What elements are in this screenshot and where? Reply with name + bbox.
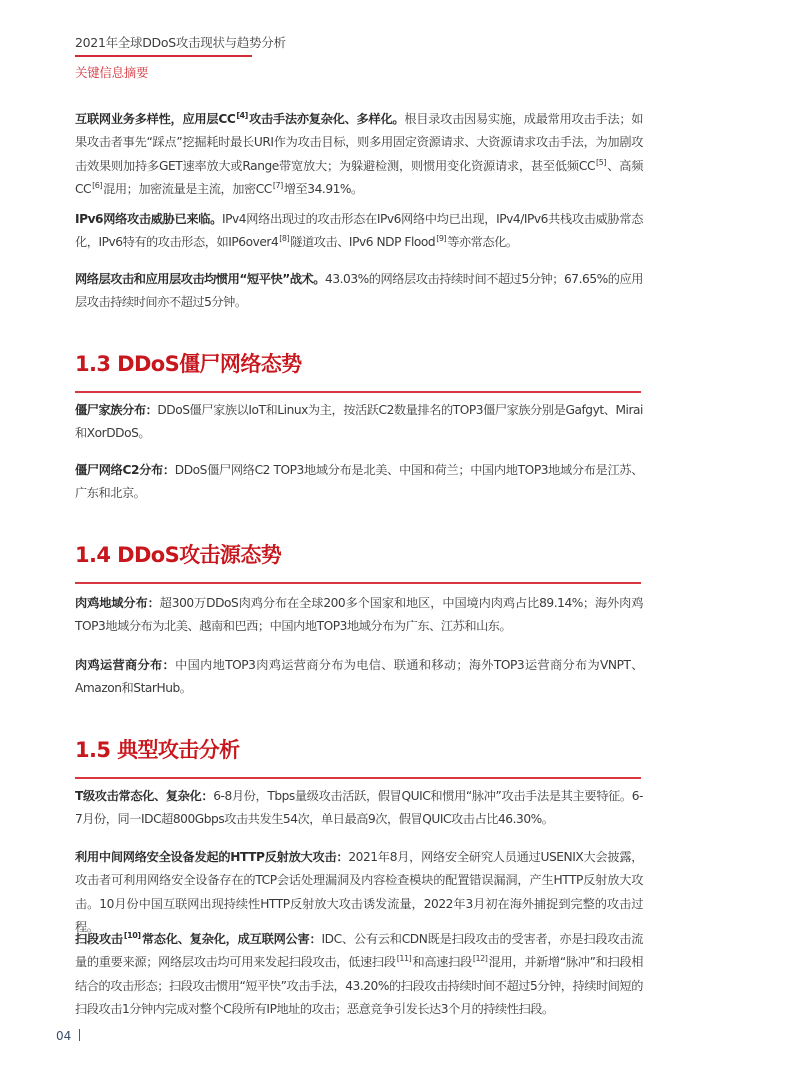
section-title: 1.3 DDoS僵尸网络态势 bbox=[75, 352, 302, 376]
page-footer bbox=[56, 1029, 80, 1043]
paragraph-lead: 肉鸡地域分布： bbox=[75, 596, 160, 610]
paragraph-botnet-families: 僵尸家族分布：DDoS僵尸家族以IoT和Linux为主，按活跃C2数量排名的TOP3僵尸家族分别是Gafgyt、Mirai和XorDDoS。 bbox=[75, 403, 643, 441]
citation-ref: [7] bbox=[272, 180, 283, 190]
section-title: 1.5 典型攻击分析 bbox=[75, 738, 240, 762]
document-title: 2021年全球DDoS攻击现状与趋势分析 bbox=[75, 35, 286, 50]
paragraph-lead: 扫段攻击[10]常态化、复杂化，成互联网公害： bbox=[75, 930, 322, 946]
chapter-subtitle: 关键信息摘要 bbox=[75, 65, 149, 80]
paragraph-bot-geography: 肉鸡地域分布：超300万DDoS肉鸡分布在全球200多个国家和地区，中国境内肉鸡占比89.14%；海外肉鸡TOP3地域分布为北美、越南和巴西；中国内地TOP3地域分布为广东、江苏和山东。 bbox=[75, 596, 643, 634]
section-heading-1-4 bbox=[75, 541, 641, 584]
citation-ref: [11] bbox=[396, 954, 412, 964]
citation-ref: [4] bbox=[236, 110, 248, 120]
page-number: 04 bbox=[56, 1029, 72, 1043]
citation-ref: [6] bbox=[92, 180, 103, 190]
paragraph-bot-carriers: 肉鸡运营商分布：中国内地TOP3肉鸡运营商分布为电信、联通和移动；海外TOP3运营商分布为VNPT、Amazon和StarHub。 bbox=[75, 658, 643, 696]
citation-ref: [5] bbox=[596, 157, 607, 167]
section-heading-1-3 bbox=[75, 350, 641, 393]
paragraph-botnet-c2: 僵尸网络C2分布：DDoS僵尸网络C2 TOP3地域分布是北美、中国和荷兰；中国内地TOP3地域分布是江苏、广东和北京。 bbox=[75, 463, 644, 501]
section-rule bbox=[75, 582, 641, 584]
paragraph-segment-scan: 扫段攻击[10]常态化、复杂化，成互联网公害：IDC、公有云和CDN既是扫段攻击的受害者，亦是扫段攻击流量的重要来源；网络层攻击均可用来发起扫段攻击，低速扫段[11]和高速扫段[12]混用，并新增“脉冲”和扫段相结合的攻击形态；扫段攻击惯用“短平快”攻击手法，43.20%的扫段攻击持续时间不超过5分钟，持续时间短的扫段攻击1分钟内完成对整个C段所有IP地址的攻击；恶意竞争引发长达3个月的持续性扫段。 bbox=[75, 930, 644, 1016]
paragraph-lead: IPv6网络攻击威胁已来临。 bbox=[75, 212, 222, 226]
paragraph-tbps-attacks: T级攻击常态化、复杂化：6-8月份，Tbps量级攻击活跃，假冒QUIC和惯用“脉冲”攻击手法是其主要特征。6-7月份，同一IDC超800Gbps攻击共发生54次，单日最高9次，假冒QUIC攻击占比46.30%。 bbox=[75, 789, 643, 827]
paragraph-lead: 僵尸家族分布： bbox=[75, 403, 158, 417]
paragraph-lead: 利用中间网络安全设备发起的HTTP反射放大攻击： bbox=[75, 850, 349, 864]
paragraph-lead: 肉鸡运营商分布： bbox=[75, 658, 176, 672]
section-rule bbox=[75, 391, 641, 393]
citation-ref: [8] bbox=[279, 234, 290, 244]
citation-ref: [9] bbox=[436, 234, 447, 244]
section-heading-1-5 bbox=[75, 736, 641, 779]
paragraph-lead: T级攻击常态化、复杂化： bbox=[75, 789, 214, 803]
paragraph-app-layer-cc: 互联网业务多样性，应用层CC[4]攻击手法亦复杂化、多样化。根目录攻击因易实施，成最常用攻击手法；如果攻击者事先“踩点”挖掘耗时最长URI作为攻击目标，则多用固定资源请求、大资源请求攻击手法，为加剧攻击效果则加持多GET速率放大或Range带宽放大；为躲避检测，则惯用变化资源请求，甚至低频CC[5]、高频CC[6]混用；加密流量是主流，加密CC[7]增至34.91%。 bbox=[75, 110, 644, 196]
paragraph-short-fast: 网络层攻击和应用层攻击均惯用“短平快”战术。43.03%的网络层攻击持续时间不超过5分钟；67.65%的应用层攻击持续时间亦不超过5分钟。 bbox=[75, 272, 644, 310]
paragraph-http-reflection: 利用中间网络安全设备发起的HTTP反射放大攻击：2021年8月，网络安全研究人员通过USENIX大会披露，攻击者可利用网络安全设备存在的TCP会话处理漏洞及内容检查模块的配置错误漏洞，产生HTTP反射放大攻击。10月份中国互联网出现持续性HTTP反射放大攻击诱发流量，2022年3月初在海外捕捉到完整的攻击过程。 bbox=[75, 850, 643, 934]
paragraph-ipv6-threat: IPv6网络攻击威胁已来临。IPv4网络出现过的攻击形态在IPv6网络中均已出现，IPv4/IPv6共栈攻击威胁常态化，IPv6特有的攻击形态，如IP6over4[8]隧道攻击、IPv6 NDP Flood[9]等亦常态化。 bbox=[75, 212, 643, 250]
paragraph-lead: 僵尸网络C2分布： bbox=[75, 463, 175, 477]
citation-ref: [10] bbox=[123, 930, 141, 940]
paragraph-lead: 网络层攻击和应用层攻击均惯用“短平快”战术。 bbox=[75, 272, 326, 286]
footer-divider bbox=[79, 1029, 80, 1041]
citation-ref: [12] bbox=[472, 954, 488, 964]
paragraph-lead: 互联网业务多样性，应用层CC[4]攻击手法亦复杂化、多样化。 bbox=[75, 110, 405, 126]
header-rule bbox=[75, 55, 252, 57]
section-title: 1.4 DDoS攻击源态势 bbox=[75, 543, 282, 567]
section-rule bbox=[75, 777, 641, 779]
